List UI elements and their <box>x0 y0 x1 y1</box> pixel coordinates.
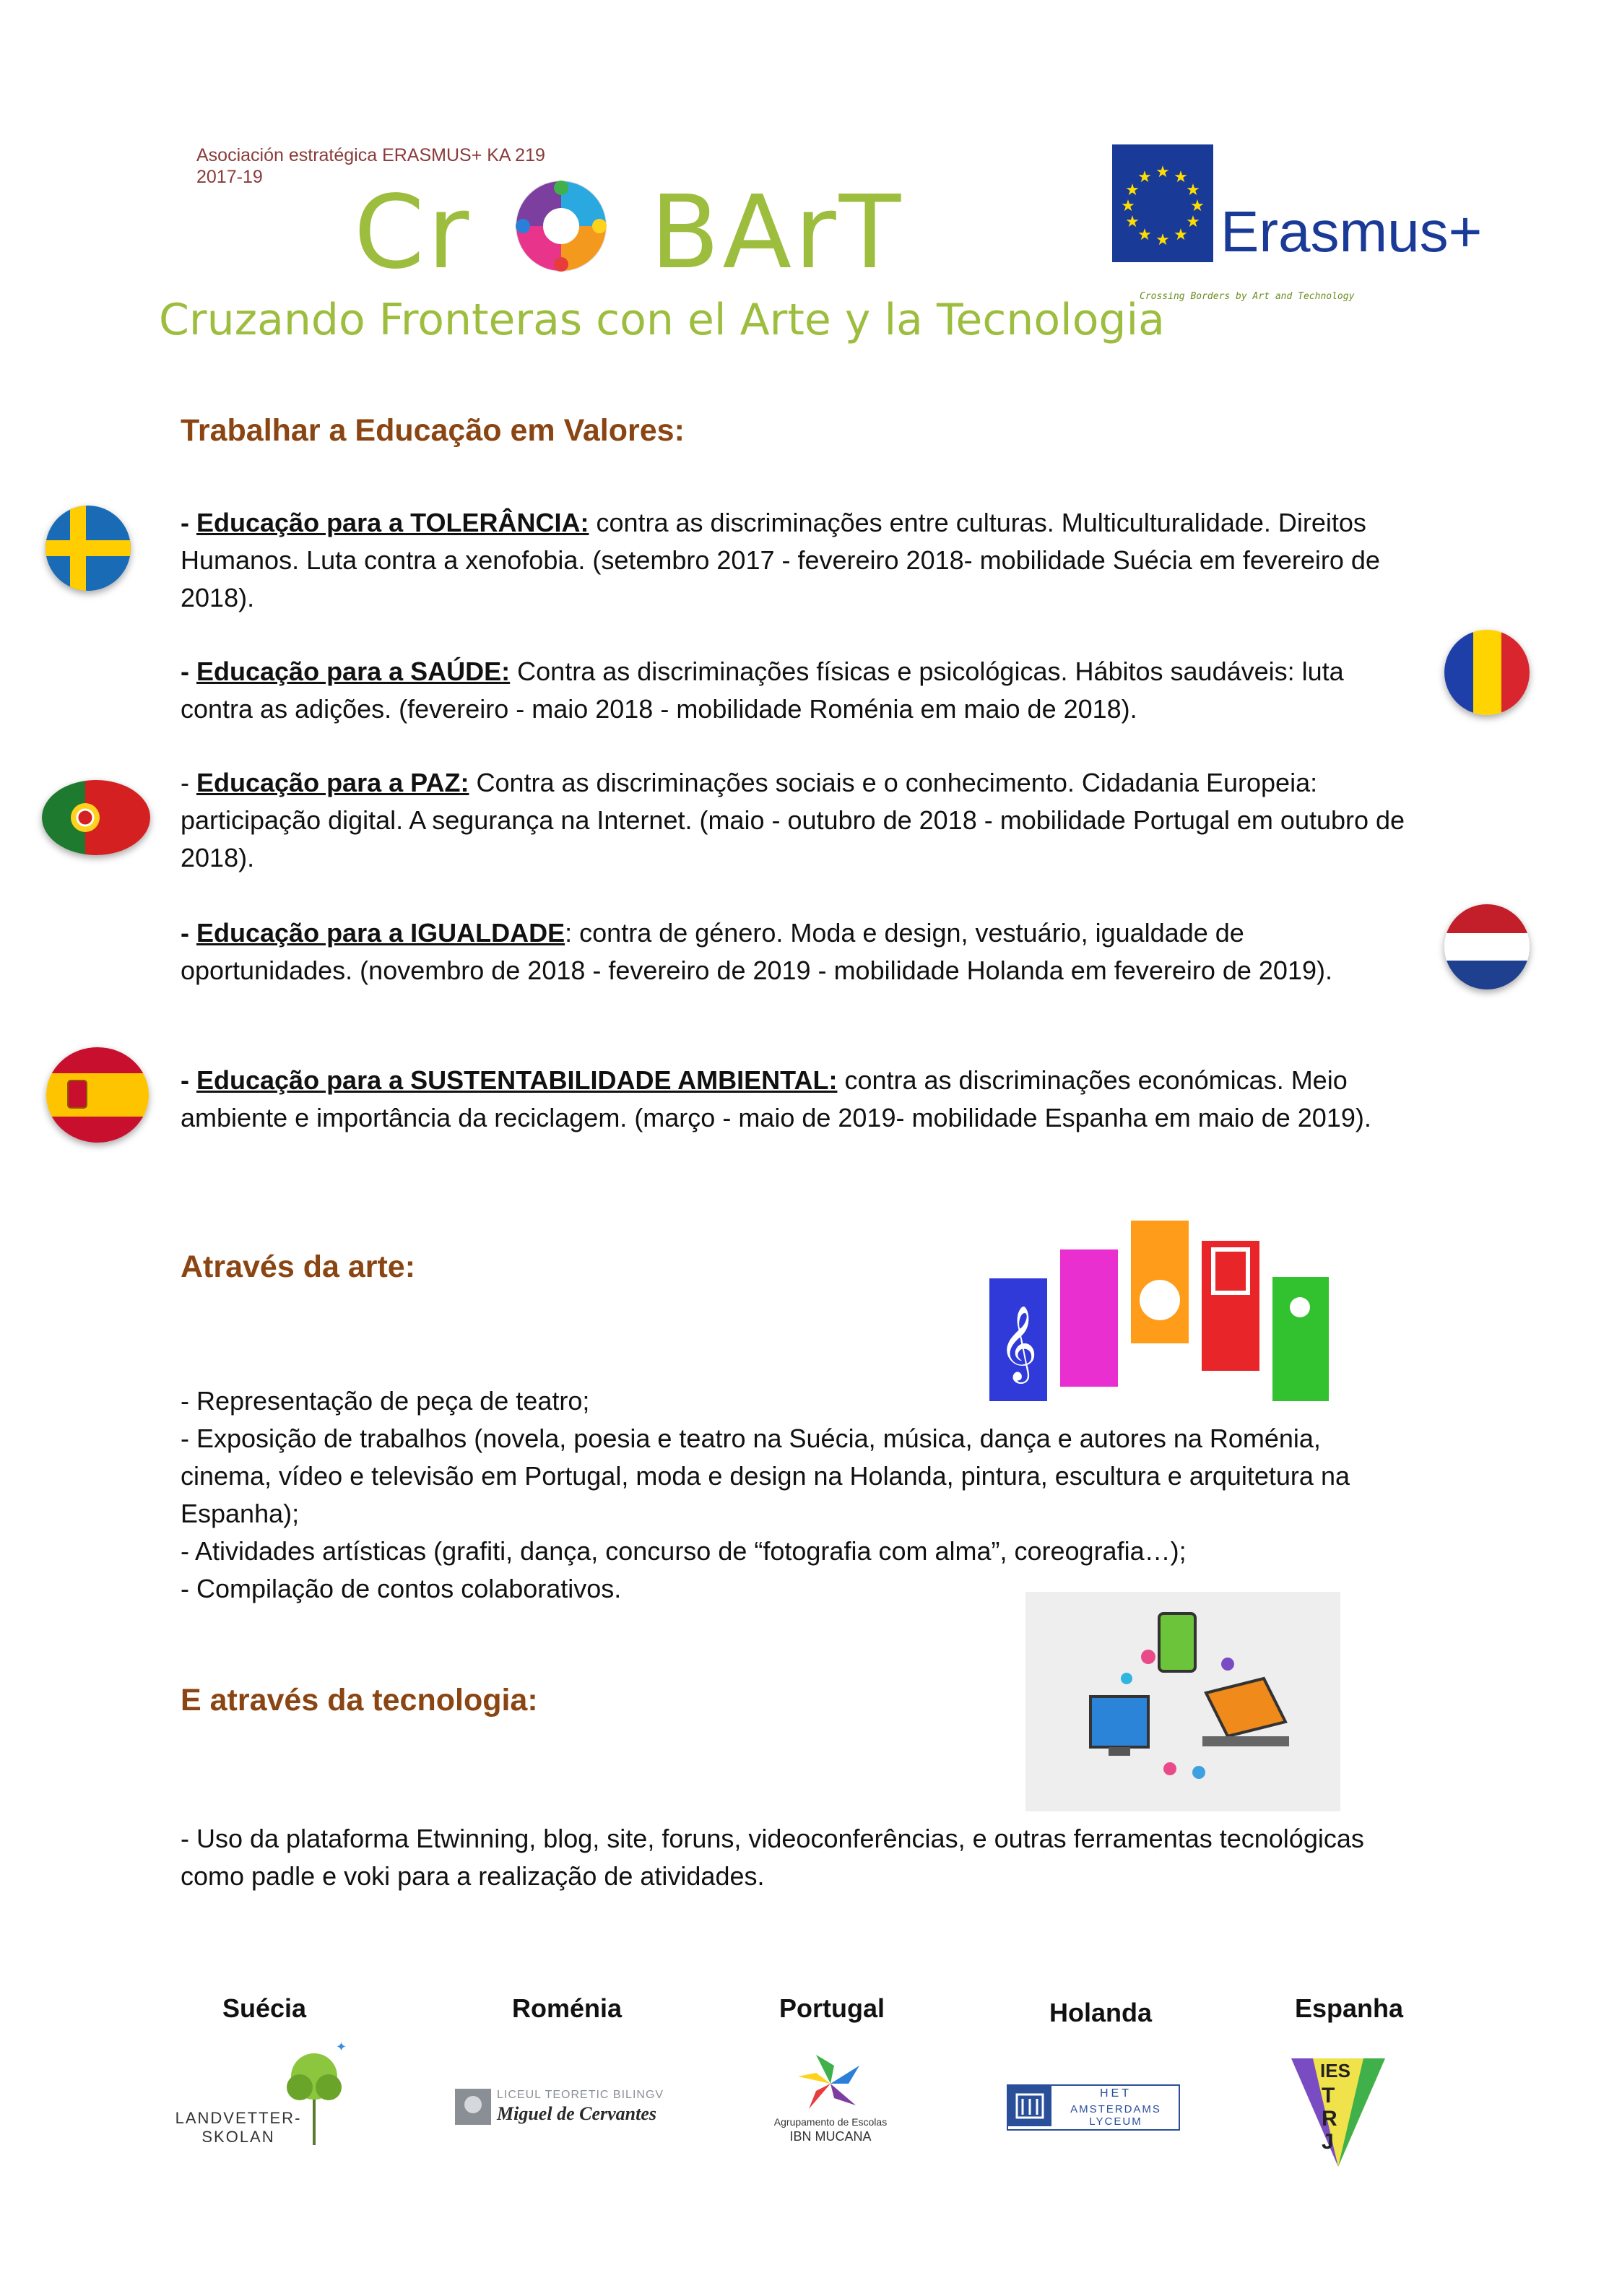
romania-flag-icon <box>1444 630 1530 715</box>
partner-country-netherlands: Holanda <box>1049 1998 1152 2027</box>
item-dash: - <box>181 1065 196 1095</box>
item-after-lead: : <box>565 918 573 948</box>
item-lead: Educação para a SAÚDE: <box>196 657 511 686</box>
item-text: contra de género. Moda e design, vestuário, igualdade de oportunidades. (novembro de 2018 - fevereiro de 2019 - mobilidade Holanda em fevereiro de 2019). <box>181 918 1332 985</box>
value-item-peace <box>181 764 1415 877</box>
svg-text:𝄞: 𝄞 <box>999 1305 1038 1381</box>
landvetter-school-logo <box>173 2037 354 2152</box>
logo-text-right: BArT <box>650 174 904 292</box>
item-text: contra as discriminações entre culturas. Multiculturalidade. Direitos Humanos. Luta contra a xenofobia. (setembro 2017 - fevereiro 2018- mobilidade Suécia em fevereiro de 2018). <box>181 508 1380 612</box>
item-lead: Educação para a PAZ: <box>196 768 469 797</box>
portugal-flag-icon <box>42 780 150 855</box>
item-text: contra as discriminações económicas. Meio ambiente e importância da reciclagem. (março - maio de 2019- mobilidade Espanha em maio de 2019). <box>181 1065 1371 1132</box>
value-item-tolerance <box>181 504 1415 617</box>
spain-flag-icon <box>46 1047 149 1143</box>
school-name-line: IBN MUCANA <box>789 2129 872 2144</box>
partner-country-spain: Espanha <box>1294 1993 1404 2023</box>
item-dash: - <box>181 768 196 797</box>
art-list <box>181 1382 1415 1608</box>
tech-heading: E através da tecnologia: <box>181 1683 538 1717</box>
partner-country-sweden: Suécia <box>222 1993 307 2023</box>
ies-school-logo <box>1291 2058 1385 2167</box>
item-text: Contra as discriminações sociais e o conhecimento. Cidadania Europeia: participação digital. A segurança na Internet. (maio - outubro de 2018 - mobilidade Portugal em outubro de 2018). <box>181 768 1405 872</box>
item-text: Contra as discriminações físicas e psicológicas. Hábitos saudáveis: luta contra as adições. (fevereiro - maio 2018 - mobilidade Roménia em maio de 2018). <box>181 657 1344 724</box>
svg-text:★: ★ <box>1137 168 1152 186</box>
school-name-line: IES <box>1320 2060 1350 2081</box>
amsterdams-lyceum-logo <box>1007 2084 1180 2131</box>
value-item-equality <box>181 914 1415 989</box>
art-item: - Compilação de contos colaborativos. <box>181 1574 622 1603</box>
erasmus-subtitle: Crossing Borders by Art and Technology <box>1140 291 1355 302</box>
school-name-line: AMSTERDAMS LYCEUM <box>1070 2103 1161 2128</box>
school-name-line: Miguel de Cervantes <box>497 2103 656 2124</box>
art-item: - Representação de peça de teatro; <box>181 1386 590 1416</box>
art-item: - Atividades artísticas (grafiti, dança, concurso de “fotografia com alma”, coreografia…); <box>181 1536 1187 1566</box>
tech-text: - Uso da plataforma Etwinning, blog, site, foruns, videoconferências, e outras ferramentas tecnológicas como padle e voki para a realização de atividades. <box>181 1824 1364 1891</box>
association-title: Asociación estratégica ERASMUS+ KA 219 <box>196 145 545 165</box>
values-heading: Trabalhar a Educação em Valores: <box>181 413 685 448</box>
svg-text:★: ★ <box>1155 163 1170 181</box>
people-circle-icon <box>507 172 615 280</box>
item-dash: - <box>181 508 196 537</box>
svg-text:★: ★ <box>1190 197 1205 215</box>
svg-text:★: ★ <box>1125 213 1140 231</box>
svg-text:★: ★ <box>1174 168 1188 186</box>
eu-flag-icon <box>1112 144 1213 262</box>
svg-text:★: ★ <box>1137 226 1152 244</box>
svg-text:★: ★ <box>1155 231 1170 249</box>
svg-text:★: ★ <box>1121 197 1135 215</box>
svg-text:✦: ✦ <box>336 2040 347 2055</box>
cervantes-school-logo <box>455 2087 686 2131</box>
erasmus-label: Erasmus+ <box>1220 199 1483 264</box>
item-dash: - <box>181 918 196 948</box>
item-lead: Educação para a IGUALDADE <box>196 918 565 948</box>
school-name-line: TRJ <box>1322 2084 1337 2154</box>
sweden-flag-icon <box>45 506 131 591</box>
netherlands-flag-icon <box>1444 904 1530 989</box>
art-heading: Através da arte: <box>181 1249 416 1284</box>
school-name-line: LICEUL TEORETIC BILINGV <box>497 2089 664 2101</box>
item-dash: - <box>181 657 196 686</box>
logo-text-left: Cr <box>354 174 472 292</box>
svg-text:★: ★ <box>1186 213 1200 231</box>
svg-text:★: ★ <box>1125 181 1140 199</box>
item-lead: Educação para a TOLERÂNCIA: <box>196 508 589 537</box>
association-years: 2017-19 <box>196 167 263 187</box>
school-name-line: LANDVETTER- <box>175 2109 302 2127</box>
value-item-health <box>181 653 1415 728</box>
school-name-line: SKOLAN <box>201 2128 275 2146</box>
partner-country-portugal: Portugal <box>779 1993 885 2023</box>
crobart-logo <box>354 172 904 292</box>
logo-tagline: Cruzando Fronteras con el Arte y la Tecnologia <box>159 295 1165 345</box>
technology-devices-graphic <box>1025 1592 1340 1811</box>
school-name-line: HET <box>1100 2087 1132 2100</box>
ibn-mucana-school-logo <box>773 2051 888 2152</box>
art-item: - Exposição de trabalhos (novela, poesia e teatro na Suécia, música, dança e autores na Roménia, cinema, vídeo e televisão em Portugal, moda e design na Holanda, pintura, escultura e arquitetura na Espanha); <box>181 1424 1350 1528</box>
item-lead: Educação para a SUSTENTABILIDADE AMBIENTAL: <box>196 1065 838 1095</box>
partner-country-romania: Roménia <box>511 1993 623 2023</box>
arts-icons-graphic <box>989 1221 1329 1401</box>
svg-text:★: ★ <box>1186 181 1200 199</box>
svg-text:★: ★ <box>1174 226 1188 244</box>
value-item-sustainability <box>181 1062 1415 1137</box>
school-name-line: Agrupamento de Escolas <box>773 2116 888 2128</box>
